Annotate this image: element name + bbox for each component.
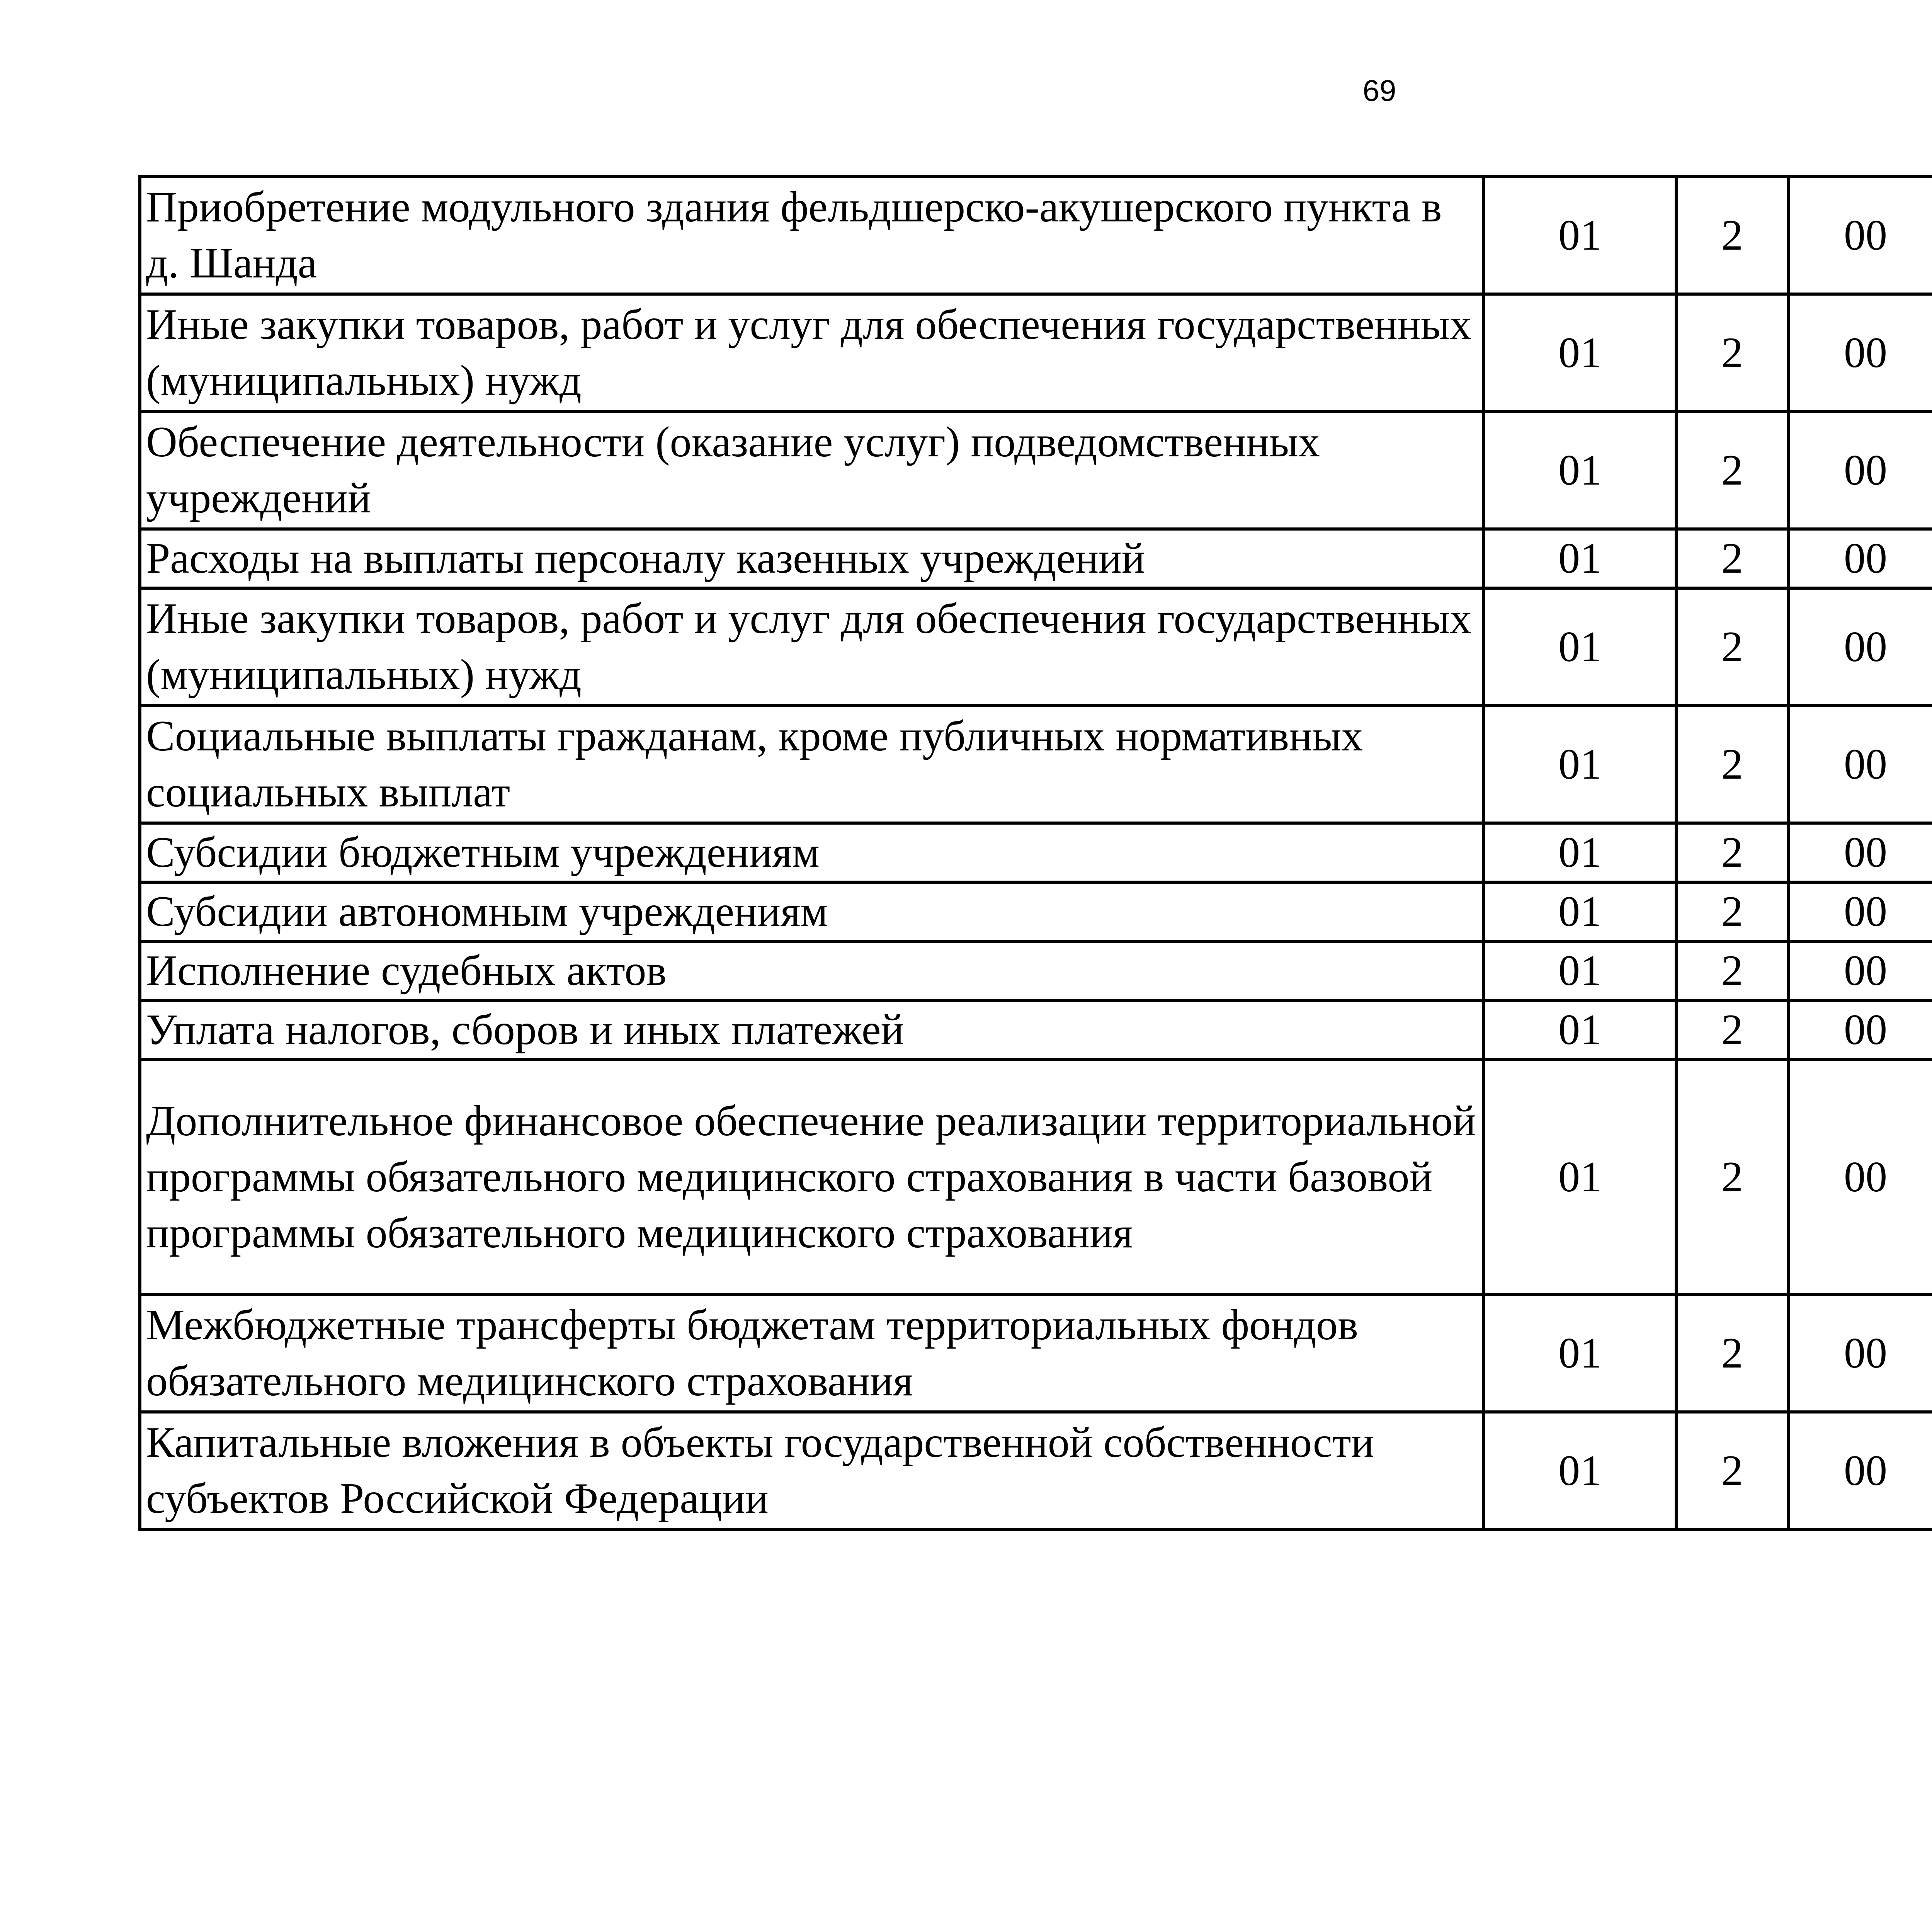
program-code-cell: 01	[1484, 1294, 1676, 1412]
expense-name-cell: Иные закупки товаров, работ и услуг для обеспечения государственных (муниципальных) нужд	[140, 588, 1484, 706]
event-code-cell: 00	[1788, 1000, 1932, 1060]
expense-name-cell: Расходы на выплаты персоналу казенных учреждений	[140, 529, 1484, 588]
expense-name-cell: Субсидии автономным учреждениям	[140, 882, 1484, 941]
expense-name-cell: Исполнение судебных актов	[140, 941, 1484, 1000]
table-row	[140, 294, 1932, 412]
subprogram-code-cell: 2	[1676, 588, 1788, 706]
event-code-cell: 00	[1788, 588, 1932, 706]
event-code-cell: 00	[1788, 882, 1932, 941]
program-code-cell: 01	[1484, 529, 1676, 588]
table-row	[140, 1294, 1932, 1412]
program-code-cell: 01	[1484, 177, 1676, 294]
subprogram-code-cell: 2	[1676, 941, 1788, 1000]
event-code-cell: 00	[1788, 294, 1932, 412]
budget-table	[138, 175, 1932, 1531]
event-code-cell: 00	[1788, 412, 1932, 529]
table-row	[140, 882, 1932, 941]
expense-name-cell: Капитальные вложения в объекты государственной собственности субъектов Российской Федерации	[140, 1412, 1484, 1529]
event-code-cell: 00	[1788, 1294, 1932, 1412]
program-code-cell: 01	[1484, 706, 1676, 823]
subprogram-code-cell: 2	[1676, 823, 1788, 882]
subprogram-code-cell: 2	[1676, 1412, 1788, 1529]
table-row	[140, 1060, 1932, 1294]
subprogram-code-cell: 2	[1676, 529, 1788, 588]
subprogram-code-cell: 2	[1676, 1060, 1788, 1294]
subprogram-code-cell: 2	[1676, 294, 1788, 412]
table-row	[140, 412, 1932, 529]
table-row	[140, 941, 1932, 1000]
table-row	[140, 1412, 1932, 1529]
subprogram-code-cell: 2	[1676, 882, 1788, 941]
event-code-cell: 00	[1788, 823, 1932, 882]
budget-table-body	[140, 177, 1932, 1529]
subprogram-code-cell: 2	[1676, 1000, 1788, 1060]
table-row	[140, 706, 1932, 823]
subprogram-code-cell: 2	[1676, 1294, 1788, 1412]
expense-name-cell: Иные закупки товаров, работ и услуг для обеспечения государственных (муниципальных) нужд	[140, 294, 1484, 412]
program-code-cell: 01	[1484, 1000, 1676, 1060]
table-row	[140, 529, 1932, 588]
table-row	[140, 1000, 1932, 1060]
page-number: 69	[1362, 73, 1396, 107]
table-row	[140, 177, 1932, 294]
event-code-cell: 00	[1788, 177, 1932, 294]
subprogram-code-cell: 2	[1676, 177, 1788, 294]
table-row	[140, 588, 1932, 706]
program-code-cell: 01	[1484, 882, 1676, 941]
expense-name-cell: Социальные выплаты гражданам, кроме публичных нормативных социальных выплат	[140, 706, 1484, 823]
expense-name-cell: Приобретение модульного здания фельдшерско-акушерского пункта в д. Шанда	[140, 177, 1484, 294]
subprogram-code-cell: 2	[1676, 706, 1788, 823]
table-row	[140, 823, 1932, 882]
event-code-cell: 00	[1788, 941, 1932, 1000]
event-code-cell: 00	[1788, 706, 1932, 823]
program-code-cell: 01	[1484, 1060, 1676, 1294]
event-code-cell: 00	[1788, 1060, 1932, 1294]
subprogram-code-cell: 2	[1676, 412, 1788, 529]
expense-name-cell: Обеспечение деятельности (оказание услуг) подведомственных учреждений	[140, 412, 1484, 529]
program-code-cell: 01	[1484, 823, 1676, 882]
program-code-cell: 01	[1484, 588, 1676, 706]
program-code-cell: 01	[1484, 941, 1676, 1000]
expense-name-cell: Уплата налогов, сборов и иных платежей	[140, 1000, 1484, 1060]
expense-name-cell: Субсидии бюджетным учреждениям	[140, 823, 1484, 882]
program-code-cell: 01	[1484, 412, 1676, 529]
program-code-cell: 01	[1484, 1412, 1676, 1529]
event-code-cell: 00	[1788, 1412, 1932, 1529]
expense-name-cell: Межбюджетные трансферты бюджетам территориальных фондов обязательного медицинского страхования	[140, 1294, 1484, 1412]
program-code-cell: 01	[1484, 294, 1676, 412]
event-code-cell: 00	[1788, 529, 1932, 588]
expense-name-cell: Дополнительное финансовое обеспечение реализации территориальной программы обязательного медицинского страхования в части базовой программы обязательного медицинского страхования	[140, 1060, 1484, 1294]
